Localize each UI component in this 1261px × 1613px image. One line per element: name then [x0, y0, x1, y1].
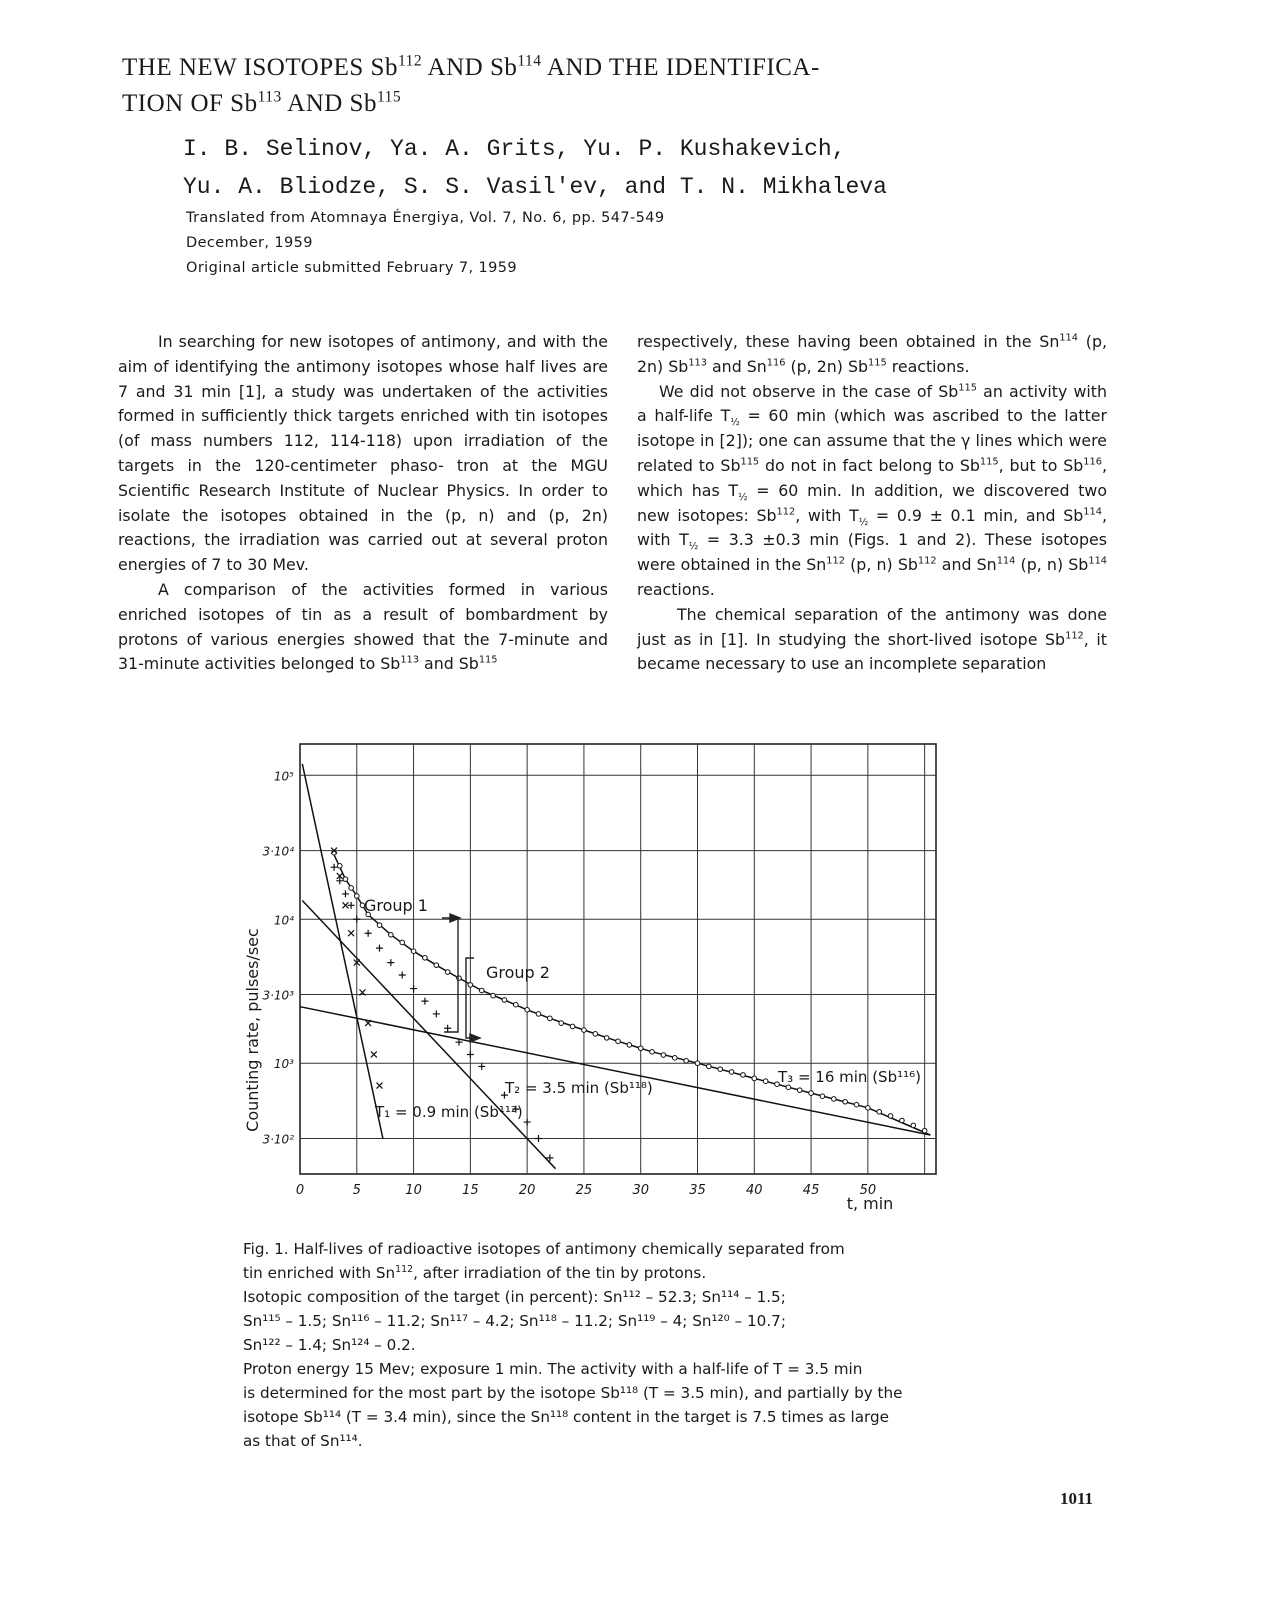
data-point-circle	[513, 1002, 518, 1007]
data-point-circle	[707, 1064, 712, 1069]
caption-line: is determined for the most part by the isotope Sb¹¹⁸ (T = 3.5 min), and partially by the	[243, 1384, 903, 1402]
data-point-circle	[729, 1070, 734, 1075]
body-column-left	[118, 330, 608, 677]
data-point-circle	[888, 1114, 893, 1119]
data-point-circle	[389, 932, 394, 937]
data-point-plus	[467, 1051, 474, 1058]
data-point-circle	[684, 1058, 689, 1063]
caption-line: isotope Sb¹¹⁴ (T = 3.4 min), since the Sn¹¹⁸ content in the target is 7.5 times as large	[243, 1408, 889, 1426]
data-point-circle	[627, 1043, 632, 1048]
curve-t1	[302, 764, 383, 1139]
data-point-plus	[387, 959, 394, 966]
x-tick-label: 15	[462, 1183, 479, 1198]
data-point-circle	[337, 864, 342, 869]
x-tick-label: 0	[295, 1183, 305, 1198]
data-point-circle	[548, 1016, 553, 1021]
data-point-circle	[638, 1046, 643, 1051]
data-point-circle	[479, 988, 484, 993]
data-point-circle	[604, 1036, 609, 1041]
data-point-plus	[478, 1063, 485, 1070]
x-tick-label: 5	[352, 1183, 361, 1198]
data-point-circle	[866, 1106, 871, 1111]
data-point-circle	[820, 1094, 825, 1099]
data-point-circle	[502, 998, 507, 1003]
data-point-plus	[444, 1025, 451, 1032]
data-point-plus	[365, 930, 372, 937]
paragraph: In searching for new isotopes of antimony, and with the aim of identifying the antimony isotopes whose half lives are 7 and 31 min [1], a study was undertaken of the activities formed in sufficiently thick targets enriched with tin isotopes (of mass numbers 112, 114-118) upon irradiation of the targets in the 120-centimeter phaso- tron at the MGU Scientific Research Institute of Nuclear Physics. In order to isolate the isotopes obtained in the (p, n) and (p, 2n) reactions, the irradiation was carried out at several proton energies of 7 to 30 Mev.	[118, 332, 608, 575]
data-point-circle	[797, 1088, 802, 1093]
y-tick-label: 3·10³	[262, 988, 294, 1003]
y-tick-label: 3·10⁴	[262, 844, 294, 859]
data-point-circle	[752, 1076, 757, 1081]
data-point-cross	[371, 1051, 377, 1057]
data-point-cross	[342, 902, 348, 908]
translation-note	[186, 206, 665, 281]
data-point-plus	[421, 998, 428, 1005]
annotation-group-2: Group 2	[486, 963, 550, 982]
data-point-circle	[854, 1102, 859, 1107]
annotation-t2: T₂ = 3.5 min (Sb¹¹⁸)	[505, 1079, 653, 1097]
data-point-circle	[400, 940, 405, 945]
data-point-circle	[843, 1099, 848, 1104]
data-point-circle	[343, 877, 348, 882]
caption-line: Sn¹²² – 1.4; Sn¹²⁴ – 0.2.	[243, 1336, 416, 1354]
data-point-circle	[411, 949, 416, 954]
data-point-circle	[718, 1067, 723, 1072]
x-axis-label: t, min	[846, 1194, 894, 1213]
data-point-circle	[593, 1032, 598, 1037]
tick-labels	[262, 769, 876, 1198]
data-point-circle	[559, 1021, 564, 1026]
paragraph: The chemical separation of the antimony was done just as in [1]. In studying the short-lived isotope Sb$^{112}$, it became necessary to use an incomplete separation	[637, 604, 1107, 674]
data-point-circle	[922, 1128, 927, 1133]
data-point-circle	[570, 1024, 575, 1029]
annotation-t1: T₁ = 0.9 min (Sb¹¹²)	[375, 1103, 523, 1121]
submission-date: Original article submitted February 7, 1959	[186, 260, 518, 276]
author-line-2: Yu. A. Bliodze, S. S. Vasil'ev, and T. N. Mikhaleva	[183, 174, 887, 200]
author-list	[183, 130, 887, 206]
caption-line: as that of Sn¹¹⁴.	[243, 1432, 363, 1450]
data-point-cross	[348, 930, 354, 936]
x-tick-label: 10	[405, 1183, 422, 1198]
data-point-plus	[410, 985, 417, 992]
data-point-circle	[661, 1053, 666, 1058]
data-point-plus	[535, 1135, 542, 1142]
data-point-circle	[468, 983, 473, 988]
x-tick-label: 50	[859, 1183, 877, 1198]
y-axis-label: Counting rate, pulses/sec	[243, 928, 262, 1132]
group-1-bracket	[442, 918, 458, 1032]
y-tick-label: 10⁵	[273, 769, 294, 784]
annotation-t3: T₃ = 16 min (Sb¹¹⁶)	[778, 1068, 921, 1086]
data-point-plus	[331, 864, 338, 871]
source-journal: Translated from Atomnaya Énergiya, Vol. 7, No. 6, pp. 547-549	[186, 210, 665, 226]
caption-line: Isotopic composition of the target (in percent): Sn¹¹² – 52.3; Sn¹¹⁴ – 1.5;	[243, 1288, 786, 1306]
x-tick-label: 40	[746, 1183, 763, 1198]
data-point-circle	[741, 1073, 746, 1078]
data-point-circle	[445, 970, 450, 975]
data-point-circle	[672, 1056, 677, 1061]
data-point-circle	[650, 1050, 655, 1055]
y-tick-label: 3·10²	[262, 1132, 294, 1147]
data-point-circle	[354, 894, 359, 899]
x-tick-label: 45	[802, 1183, 820, 1198]
x-tick-label: 35	[689, 1183, 706, 1198]
data-point-circle	[763, 1079, 768, 1084]
curve-t2	[302, 901, 555, 1169]
caption-line: Fig. 1. Half-lives of radioactive isotopes of antimony chemically separated from	[243, 1240, 845, 1258]
x-tick-label: 20	[518, 1183, 536, 1198]
data-point-circle	[525, 1008, 530, 1013]
data-point-plus	[376, 945, 383, 952]
data-point-circle	[911, 1123, 916, 1128]
paper-title: THE NEW ISOTOPES Sb$^{112}$ AND Sb$^{114}$ AND THE IDENTIFICA- TION OF Sb$^{113}$ AND Sb$^{115}$	[122, 52, 820, 117]
x-tick-label: 30	[632, 1183, 649, 1198]
caption-line: tin enriched with Sn$^{112}$, after irradiation of the tin by protons.	[243, 1263, 707, 1282]
data-point-circle	[809, 1091, 814, 1096]
y-tick-label: 10⁴	[273, 913, 294, 928]
data-point-circle	[349, 886, 354, 891]
data-point-circle	[695, 1061, 700, 1066]
data-point-cross	[377, 1083, 383, 1089]
body-column-right	[637, 330, 1107, 677]
page-number: 1011	[1060, 1489, 1094, 1508]
data-point-circle	[491, 993, 496, 998]
paragraph: A comparison of the activities formed in various enriched isotopes of tin as a result of bombardment by protons of various energies showed that the 7-minute and 31-minute activities belonged to Sb$^{113}$ and Sb$^{115}$	[118, 579, 608, 674]
author-line-1: I. B. Selinov, Ya. A. Grits, Yu. P. Kushakevich,	[183, 136, 846, 162]
figure-caption	[243, 1237, 978, 1453]
data-point-circle	[423, 955, 428, 960]
data-point-circle	[900, 1118, 905, 1123]
data-point-circle	[831, 1097, 836, 1102]
group-2-bracket	[466, 958, 476, 1038]
data-point-plus	[342, 890, 349, 897]
data-point-circle	[536, 1012, 541, 1017]
data-point-circle	[616, 1039, 621, 1044]
y-tick-label: 10³	[273, 1057, 294, 1072]
data-point-plus	[399, 972, 406, 979]
annotation-group-1: Group 1	[364, 896, 428, 915]
data-point-circle	[582, 1028, 587, 1033]
group-2-arrow	[470, 1034, 480, 1042]
figure-1-chart	[230, 730, 990, 1220]
issue-date: December, 1959	[186, 235, 313, 251]
data-point-circle	[377, 923, 382, 928]
x-tick-label: 25	[575, 1183, 593, 1198]
caption-line: Proton energy 15 Mev; exposure 1 min. The activity with a half-life of T = 3.5 min	[243, 1360, 863, 1378]
paragraph: respectively, these having been obtained in the Sn$^{114}$ (p, 2n) Sb$^{113}$ and Sn$^{116}$ (p, 2n) Sb$^{115}$ reactions.	[637, 332, 1107, 376]
data-point-plus	[353, 916, 360, 923]
paragraph: We did not observe in the case of Sb$^{115}$ an activity with a half-life $T_{\frac{1}{2}} = 60$ min (which was ascribed to the latter isotope in [2]); one can assume that the γ lines which were related to Sb$^{115}$ do not in fact belong to Sb$^{115}$, but to Sb$^{116}$, which has $T_{\frac{1}{2}} = 60$ min. In addition, we discovered two new isotopes: Sb$^{112}$, with $T_{\frac{1}{2}} = 0.9 \pm 0.1$ min, and Sb$^{114}$, with $T_{\frac{1}{2}} = 3.3 \pm 0.3$ min (Figs. 1 and 2). These isotopes were obtained in the Sn$^{112}$ (p, n) Sb$^{112}$ and Sn$^{114}$ (p, n) Sb$^{114}$ reactions.	[637, 381, 1108, 599]
caption-line: Sn¹¹⁵ – 1.5; Sn¹¹⁶ – 11.2; Sn¹¹⁷ – 4.2; Sn¹¹⁸ – 11.2; Sn¹¹⁹ – 4; Sn¹²⁰ – 10.7;	[243, 1312, 786, 1330]
data-point-plus	[524, 1119, 531, 1126]
data-point-plus	[433, 1010, 440, 1017]
data-point-circle	[434, 963, 439, 968]
data-point-circle	[877, 1109, 882, 1114]
